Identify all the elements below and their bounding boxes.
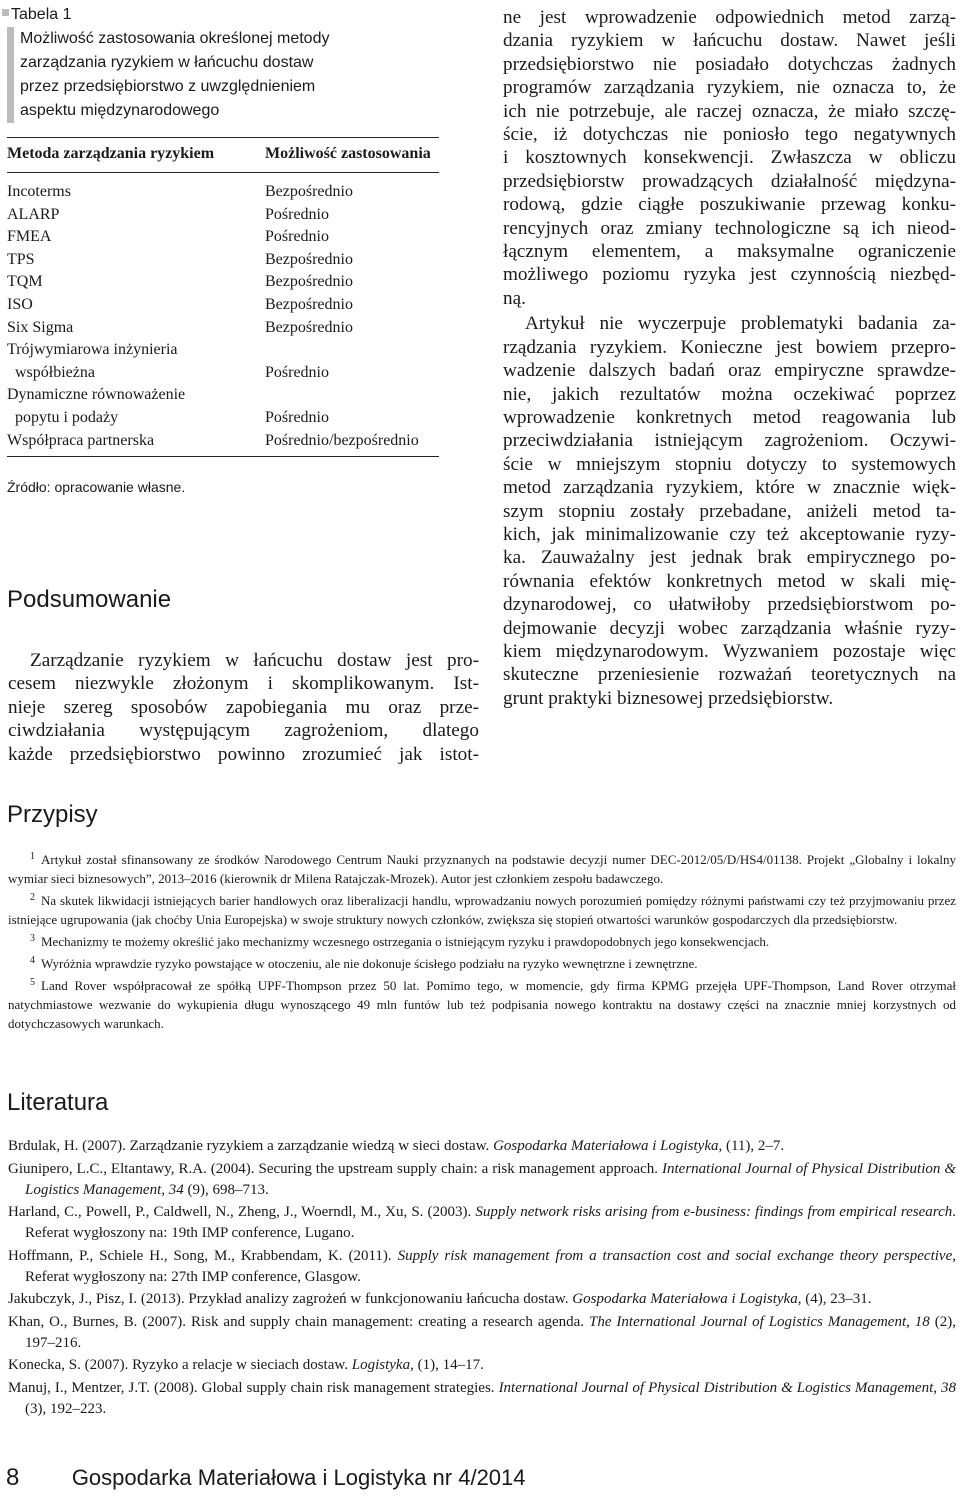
text-line: szym stopniu zostały przebadane, aniżeli metod ta- xyxy=(503,500,956,522)
table-label: Tabela 1 xyxy=(11,6,72,23)
method-cell xyxy=(7,294,265,317)
method-name: Trójwymiarowa inżynieria xyxy=(7,341,178,359)
applicability-value: Bezpośrednio xyxy=(265,273,353,291)
reference-item xyxy=(8,1246,956,1288)
text-line: wadzenie dalszych badań oraz empiryczne sprawdze- xyxy=(503,360,956,382)
applicability-cell xyxy=(265,249,439,272)
table-caption xyxy=(7,27,477,123)
applicability-value: Pośrednio xyxy=(265,228,329,246)
text-line: ciwdziałania występującym zagrożeniom, dlatego xyxy=(8,720,479,742)
table-row xyxy=(7,384,439,429)
applicability-cell xyxy=(265,226,439,249)
applicability-value: Pośrednio xyxy=(265,363,329,381)
text-line: ka. Zauważalny jest jednak brak empirycznego po- xyxy=(503,547,956,569)
footnote xyxy=(8,932,956,951)
applicability-cell xyxy=(265,384,439,429)
footnote-number: 2 xyxy=(30,892,35,903)
text-line: cesem niezwykle złożonym i skomplikowanym. Ist- xyxy=(8,673,479,695)
text-line: dzania ryzykiem w łańcuchu dostaw. Nawet jeśli xyxy=(503,30,956,52)
reference-source: Supply risk management from a transaction cost and social exchange theory perspective xyxy=(397,1247,953,1264)
reference-item xyxy=(8,1202,956,1244)
method-name: Współpraca partnerska xyxy=(7,431,155,449)
text-line: rencyjnych oraz zmiany technologiczne są ich nieod- xyxy=(503,217,956,239)
text-line: ne jest wprowadzenie odpowiednich metod zarzą- xyxy=(503,7,956,28)
footnote-text: Na skutek likwidacji istniejących barier handlowych oraz liberalizacji handlu, wprowadzaniu nowych porozumień pomiędzy różnymi państwami czy też przyjmowaniu przez istniejące ugrupowania (jak choćby Unia Europejska) w swoje struktury nowych członków, zwiększa się stopień otwartości warunków gospodarczych dla przedsiębiorstw. xyxy=(8,893,956,927)
reference-text: , (4), 23–31. xyxy=(797,1291,872,1307)
reference-text: , (1), 14–17. xyxy=(410,1357,484,1373)
text-line: wprowadzenie konkretnych metod reagowania lub xyxy=(503,406,956,428)
method-name: Dynamiczne równoważenie xyxy=(7,386,186,404)
method-cell xyxy=(7,339,265,384)
header-applicability: Możliwość zastosowania xyxy=(265,138,439,173)
table-row xyxy=(7,271,439,294)
method-name: FMEA xyxy=(7,228,52,246)
page-number: 8 xyxy=(6,1464,20,1491)
footnote-number: 5 xyxy=(30,977,35,988)
text-line: ich nie potrzebuje, ale raczej oznacza, że miało szczę- xyxy=(503,100,956,122)
reference-source: Logistyka xyxy=(351,1357,411,1373)
footnote-number: 1 xyxy=(30,851,35,862)
reference-item xyxy=(8,1378,956,1420)
text-line: i kosztownych konsekwencji. Zwłaszcza w obliczu xyxy=(503,147,956,169)
applicability-cell xyxy=(265,430,439,457)
text-line: kiem międzynarodowym. Wyzwaniem pozostaje więc xyxy=(503,640,956,662)
table-row xyxy=(7,339,439,384)
text-line: dzynarodowej, co ułatwiłoby przedsiębiorstwom po- xyxy=(503,594,956,616)
table-marker xyxy=(2,9,9,16)
applicability-value: Bezpośrednio xyxy=(265,318,353,336)
methods-table xyxy=(7,137,439,457)
text-line: łącznym elementem, a maksymalne ograniczenie xyxy=(503,241,956,263)
reference-text: Hoffmann, P., Schiele H., Song, M., Krabbendam, K. (2011). xyxy=(8,1247,398,1264)
text-line: przedsiębiorstw prowadzących działalność międzyna- xyxy=(503,170,956,192)
table-row xyxy=(7,294,439,317)
right-column-text xyxy=(503,6,956,710)
reference-text: Giunipero, L.C., Eltantawy, R.A. (2004). Securing the upstream supply chain: a risk management approach. xyxy=(8,1160,662,1177)
text-line: równania efektów konkretnych metod w skali mię- xyxy=(503,570,956,592)
table-row xyxy=(7,226,439,249)
applicability-cell xyxy=(265,317,439,340)
reference-text: (2), 197–216. xyxy=(25,1313,956,1351)
text-line: dejmowanie decyzji wobec zarządzania właśnie ryzy- xyxy=(503,617,956,639)
footnote-text: Land Rover współpracował ze spółką UPF-Thompson przez 50 lat. Pomimo tego, w momencie, gdy firma KPMG przejęła UPF-Thompson, Land Rover otrzymał natychmiastowe wezwanie do wykupienia długu wynoszącego 49 mln funtów lub też podpisania nowego kontraktu na dostawy części na znacznie mniej korzystnych od dotychczasowych warunkach. xyxy=(8,978,956,1031)
reference-text: Manuj, I., Mentzer, J.T. (2008). Global supply chain risk management strategies. xyxy=(8,1379,499,1396)
footnote-text: Wyróżnia wprawdzie ryzyko powstające w otoczeniu, ale nie dokonuje ścisłego podziału na ryzyko wewnętrzne i zewnętrzne. xyxy=(41,956,698,971)
reference-source: The International Journal of Logistics Management, 18 xyxy=(588,1313,930,1330)
journal-name: Gospodarka Materiałowa i Logistyka nr 4/2014 xyxy=(71,1465,526,1490)
applicability-value: Pośrednio xyxy=(265,408,329,426)
caption-line: Możliwość zastosowania określonej metody xyxy=(20,30,330,47)
reference-source: Gospodarka Materiałowa i Logistyka xyxy=(493,1138,719,1154)
text-line: nie, jakich rezultatów można oczekiwać poprzez xyxy=(503,383,956,405)
applicability-value: Bezpośrednio xyxy=(265,295,353,313)
text-line: skuteczne przeniesienie rozważań teoretycznych na xyxy=(503,664,956,686)
applicability-cell xyxy=(265,271,439,294)
footnote-number: 3 xyxy=(30,933,35,944)
reference-source: International Journal of Physical Distribution & Logistics Management, 38 xyxy=(498,1379,956,1396)
reference-text: Jakubczyk, J., Pisz, I. (2013). Przykład analizy zagrożeń w funkcjonowaniu łańcucha dostaw. xyxy=(8,1291,573,1307)
applicability-cell xyxy=(265,173,439,204)
reference-item xyxy=(8,1355,956,1376)
method-cell xyxy=(7,271,265,294)
method-cell xyxy=(7,173,265,204)
reference-source: Gospodarka Materiałowa i Logistyka xyxy=(572,1291,798,1307)
method-cell xyxy=(7,249,265,272)
reference-item xyxy=(8,1289,956,1310)
footnote xyxy=(8,850,956,888)
method-cell xyxy=(7,204,265,227)
text-line: rodową, gdzie ciągłe poszukiwanie przewag konku- xyxy=(503,194,956,216)
reference-text: . Referat wygłoszony na: 19th IMP conference, Lugano. xyxy=(25,1204,956,1241)
footnote xyxy=(8,954,956,973)
summary-heading: Podsumowanie xyxy=(7,586,172,613)
applicability-cell xyxy=(265,204,439,227)
text-line: przedsiębiorstwo nie posiadało dotychczas żadnych xyxy=(503,53,956,75)
reference-text: (9), 698–713. xyxy=(183,1181,269,1198)
table-row xyxy=(7,173,439,204)
applicability-value: Bezpośrednio xyxy=(265,250,353,268)
applicability-cell xyxy=(265,339,439,384)
caption-line: zarządzania ryzykiem w łańcuchu dostaw xyxy=(20,54,314,71)
table-row xyxy=(7,430,439,457)
text-line: ną. xyxy=(503,287,526,309)
footnotes-list xyxy=(8,850,956,1036)
text-line: Zarządzanie ryzykiem w łańcuchu dostaw jest pro- xyxy=(30,650,479,671)
method-cell xyxy=(7,226,265,249)
method-name-cont: popytu i podaży xyxy=(15,408,119,426)
method-name: TQM xyxy=(7,273,43,291)
applicability-value: Pośrednio/bezpośrednio xyxy=(265,431,419,449)
caption-line: przez przedsiębiorstwo z uwzględnieniem xyxy=(20,78,316,95)
reference-text: , Referat wygłoszony na: 27th IMP conference, Glasgow. xyxy=(25,1247,956,1285)
text-line: przeciwdziałania istniejącym zagrożeniom. Oczywi- xyxy=(503,430,956,452)
text-line: grunt praktyki biznesowej przedsiębiorstw. xyxy=(503,687,834,709)
page-footer xyxy=(6,1464,526,1492)
footnote-number: 4 xyxy=(30,955,35,966)
text-line: programów zarządzania ryzykiem, nie oznacza to, że xyxy=(503,77,956,99)
reference-text: Harland, C., Powell, P., Caldwell, N., Zheng, J., Woerndl, M., Xu, S. (2003). xyxy=(8,1204,476,1220)
table-row xyxy=(7,249,439,272)
reference-text: Khan, O., Burnes, B. (2007). Risk and supply chain management: creating a research agenda. xyxy=(8,1313,589,1330)
reference-text: , (11), 2–7. xyxy=(718,1138,785,1154)
method-name: Incoterms xyxy=(7,183,71,200)
text-line: metod zarządzania ryzykiem, które w znacznie więk- xyxy=(503,477,956,499)
table-row xyxy=(7,204,439,227)
literature-heading: Literatura xyxy=(7,1089,109,1116)
reference-source: International Journal of Physical Distribution & Logistics Management, 34 xyxy=(25,1160,956,1198)
paragraph-1 xyxy=(503,6,956,310)
footnotes-heading: Przypisy xyxy=(7,801,98,828)
text-line: Artykuł nie wyczerpuje problematyki badania za- xyxy=(525,313,956,335)
text-line: każde przedsiębiorstwo powinno zrozumieć jak istot- xyxy=(8,743,479,765)
footnote xyxy=(8,891,956,929)
caption-line: aspektu międzynarodowego xyxy=(20,102,220,119)
reference-item xyxy=(8,1136,956,1157)
text-line: kich, jak minimalizowanie czy też akceptowanie ryzy- xyxy=(503,523,956,545)
reference-item xyxy=(8,1159,956,1201)
reference-text: (3), 192–223. xyxy=(25,1400,107,1417)
summary-paragraph xyxy=(8,649,479,766)
applicability-cell xyxy=(265,294,439,317)
method-name-cont: współbieżna xyxy=(15,363,95,381)
text-line: ście, iż dotychczas nie poniosło tego negatywnych xyxy=(503,124,956,146)
applicability-value: Pośrednio xyxy=(265,205,329,223)
footnote-text: Mechanizmy te możemy określić jako mechanizmy wczesnego ostrzegania o istniejącym ryzyku i prawdopodobnych jego konsekwencjach. xyxy=(41,934,770,949)
applicability-value: Bezpośrednio xyxy=(265,183,353,200)
reference-text: Konecka, S. (2007). Ryzyko a relacje w sieciach dostaw. xyxy=(8,1357,352,1373)
footnote-text: Artykuł został sfinansowany ze środków Narodowego Centrum Nauki przyznanych na podstawie decyzji numer DEC-2012/05/D/HS4/01138. Projekt „Globalny i lokalny wymiar sieci biznesowych”, 2013–2016 (kierownik dr Milena Ratajczak-Mrozek). Autor jest członkiem zespołu badawczego. xyxy=(8,852,956,886)
paragraph-2 xyxy=(503,312,956,710)
text-line: możliwego poziomu ryzyka jest czynnością niezbęd- xyxy=(503,264,956,286)
text-line: nieje szereg sposobów zapobiegania mu oraz prze- xyxy=(8,696,479,718)
table-source: Źródło: opracowanie własne. xyxy=(7,479,186,496)
reference-source: Supply network risks arising from e-business: findings from empirical research xyxy=(475,1204,953,1220)
table-row xyxy=(7,317,439,340)
reference-item xyxy=(8,1312,956,1354)
method-cell xyxy=(7,430,265,457)
references-list xyxy=(8,1136,956,1421)
header-method: Metoda zarządzania ryzykiem xyxy=(7,138,265,173)
method-name: ISO xyxy=(7,295,33,313)
footnote xyxy=(8,976,956,1033)
method-name: Six Sigma xyxy=(7,318,74,336)
method-cell xyxy=(7,317,265,340)
method-name: ALARP xyxy=(7,205,60,223)
text-line: ście w mniejszym stopniu dotyczy to systemowych xyxy=(503,453,956,475)
reference-text: Brdulak, H. (2007). Zarządzanie ryzykiem a zarządzanie wiedzą w sieci dostaw. xyxy=(8,1138,494,1154)
caption-bar xyxy=(7,27,14,123)
text-line: rządzania ryzykiem. Konieczne jest bowiem przepro- xyxy=(503,336,956,358)
method-name: TPS xyxy=(7,250,35,268)
method-cell xyxy=(7,384,265,429)
table-block xyxy=(7,6,477,495)
